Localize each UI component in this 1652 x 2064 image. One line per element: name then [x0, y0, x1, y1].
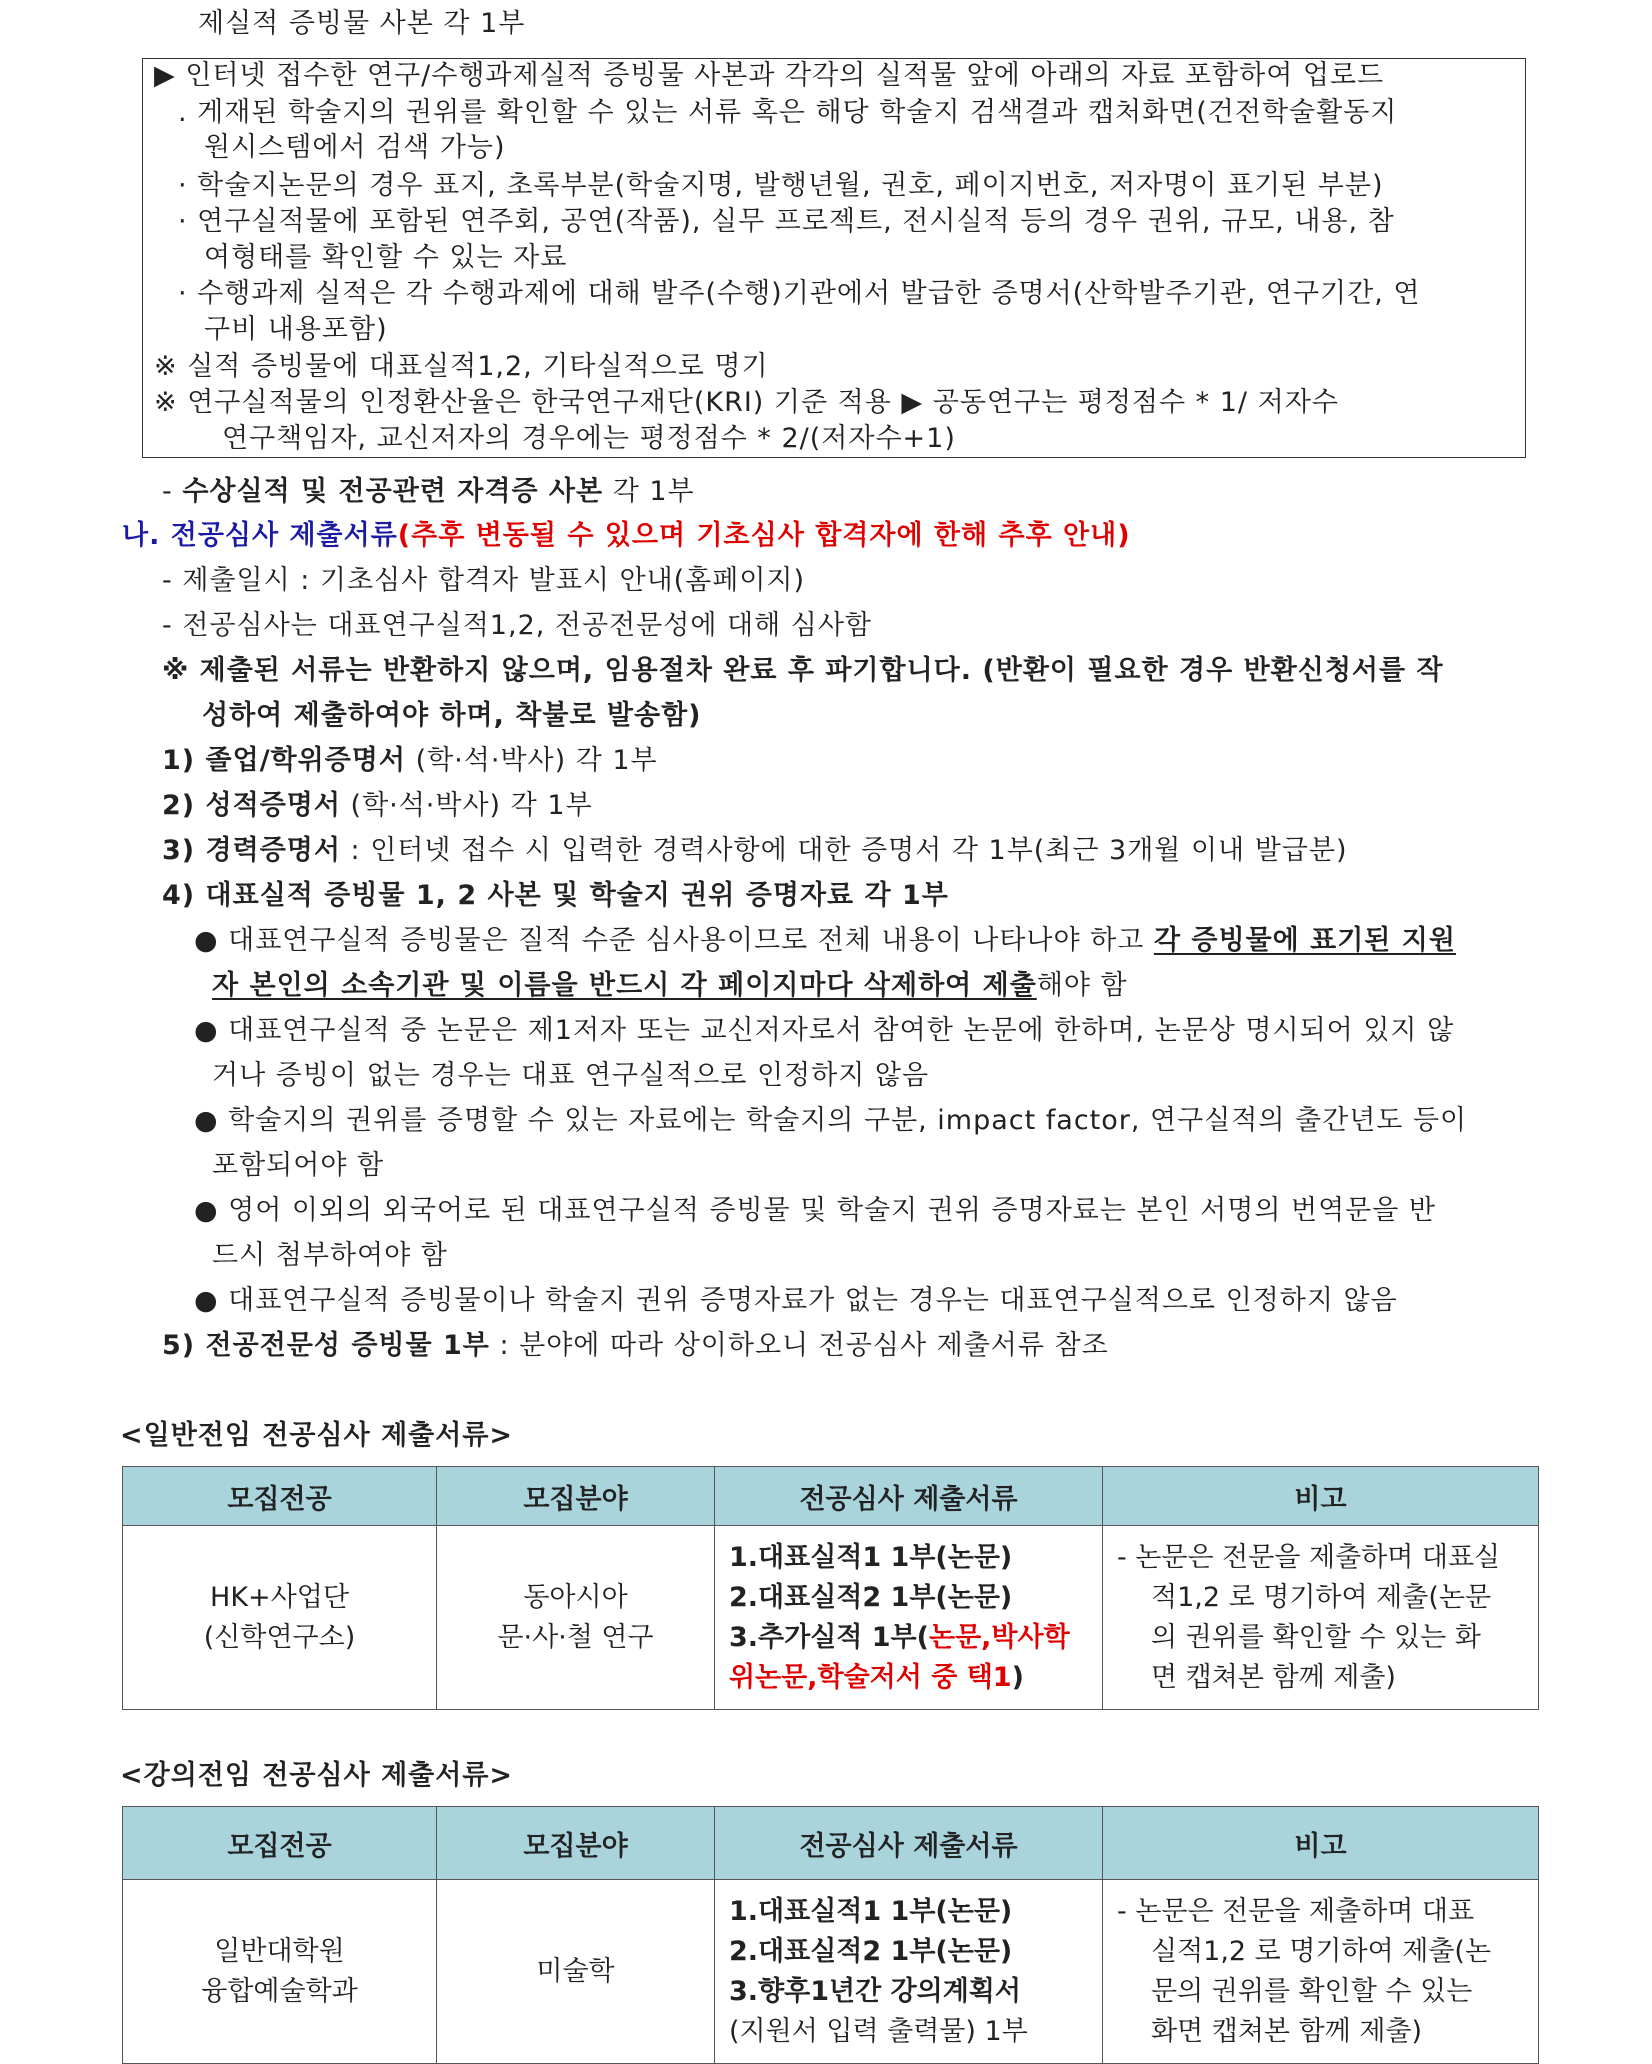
table-2-header-row — [123, 1807, 1539, 1880]
table-1-note-cell: - 논문은 전문을 제출하며 대표실 적1,2 로 명기하여 제출(논문 의 권위를 확인할 수 있는 화 면 캡쳐본 함께 제출) — [1103, 1526, 1539, 1710]
bullet-4-line-2: 드시 첨부하여야 함 — [212, 1240, 448, 1271]
warning-line-1: ※ 제출된 서류는 반환하지 않으며, 임용절차 완료 후 파기합니다. (반환이 필요한 경우 반환신청서를 작 — [162, 655, 1444, 686]
box-line-6: 여형태를 확인할 수 있는 자료 — [204, 242, 568, 273]
bullet-4-line-1: ● 영어 이외의 외국어로 된 대표연구실적 증빙물 및 학술지 권위 증명자료는 본인 서명의 번역문을 반 — [194, 1195, 1436, 1226]
table-1-caption: <일반전임 전공심사 제출서류> — [120, 1420, 514, 1451]
box-line-8: 구비 내용포함) — [204, 314, 388, 345]
box-line-3: 원시스템에서 검색 가능) — [204, 132, 506, 163]
table-2-caption: <강의전임 전공심사 제출서류> — [120, 1760, 514, 1791]
table-2-header-note: 비고 — [1103, 1807, 1539, 1880]
table-1-major-cell: HK+사업단 (신학연구소) — [123, 1526, 437, 1710]
box-line-2: . 게재된 학술지의 권위를 확인할 수 있는 서류 혹은 해당 학술지 검색결과 캡처화면(건전학술활동지 — [178, 97, 1398, 128]
bullet-2-line-2: 거나 증빙이 없는 경우는 대표 연구실적으로 인정하지 않음 — [212, 1060, 930, 1091]
bullet-1-line-1: ● 대표연구실적 증빙물은 질적 수준 심사용이므로 전체 내용이 나타나야 하고 각 증빙물에 표기된 지원 — [194, 925, 1456, 956]
box-line-7: · 수행과제 실적은 각 수행과제에 대해 발주(수행)기관에서 발급한 증명서(산학발주기관, 연구기간, 연 — [178, 278, 1421, 309]
table-row — [123, 1526, 1539, 1710]
table-1-docs-cell: 1.대표실적1 1부(논문) 2.대표실적2 1부(논문) 3.추가실적 1부(논문,박사학 위논문,학술저서 중 택1) — [715, 1526, 1103, 1710]
table-2-docs-cell: 1.대표실적1 1부(논문) 2.대표실적2 1부(논문) 3.향후1년간 강의계획서 (지원서 입력 출력물) 1부 — [715, 1880, 1103, 2064]
table-2-note-cell: - 논문은 전문을 제출하며 대표 실적1,2 로 명기하여 제출(논 문의 권위를 확인할 수 있는 화면 캡쳐본 함께 제출) — [1103, 1880, 1539, 2064]
table-2-field-cell: 미술학 — [437, 1880, 715, 2064]
warning-line-2: 성하여 제출하여야 하며, 착불로 발송함) — [202, 700, 702, 731]
item-1: 1) 졸업/학위증명서 (학·석·박사) 각 1부 — [162, 745, 658, 776]
table-2 — [122, 1806, 1539, 2064]
table-2-major-cell: 일반대학원 융합예술학과 — [123, 1880, 437, 2064]
table-1-header-note: 비고 — [1103, 1467, 1539, 1526]
table-1-header-field: 모집분야 — [437, 1467, 715, 1526]
section-na-heading: 나. 전공심사 제출서류(추후 변동될 수 있으며 기초심사 합격자에 한해 추후 안내) — [122, 520, 1131, 551]
item-3: 3) 경력증명서 : 인터넷 접수 시 입력한 경력사항에 대한 증명서 각 1부(최근 3개월 이내 발급분) — [162, 835, 1348, 866]
bullet-5: ● 대표연구실적 증빙물이나 학술지 권위 증명자료가 없는 경우는 대표연구실적으로 인정하지 않음 — [194, 1285, 1398, 1316]
bullet-1-line-2: 자 본인의 소속기관 및 이름을 반드시 각 페이지마다 삭제하여 제출해야 함 — [212, 970, 1128, 1001]
submit-date-line: - 제출일시 : 기초심사 합격자 발표시 안내(홈페이지) — [162, 565, 806, 596]
box-line-9: ※ 실적 증빙물에 대표실적1,2, 기타실적으로 명기 — [154, 351, 769, 382]
table-row — [123, 1880, 1539, 2064]
table-1-field-cell: 동아시아 문·사·철 연구 — [437, 1526, 715, 1710]
table-2-header-docs: 전공심사 제출서류 — [715, 1807, 1103, 1880]
bullet-2-line-1: ● 대표연구실적 중 논문은 제1저자 또는 교신저자로서 참여한 논문에 한하며, 논문상 명시되어 있지 않 — [194, 1015, 1455, 1046]
award-line: - 수상실적 및 전공관련 자격증 사본 각 1부 — [162, 476, 695, 507]
table-1 — [122, 1466, 1539, 1710]
table-1-header-docs: 전공심사 제출서류 — [715, 1467, 1103, 1526]
box-line-4: · 학술지논문의 경우 표지, 초록부분(학술지명, 발행년월, 권호, 페이지번호, 저자명이 표기된 부분) — [178, 170, 1384, 201]
table-1-header-major: 모집전공 — [123, 1467, 437, 1526]
item-5: 5) 전공전문성 증빙물 1부 : 분야에 따라 상이하오니 전공심사 제출서류 참조 — [162, 1330, 1109, 1361]
box-line-5: · 연구실적물에 포함된 연주회, 공연(작품), 실무 프로젝트, 전시실적 등의 경우 권위, 규모, 내용, 참 — [178, 206, 1395, 237]
table-2-header-field: 모집분야 — [437, 1807, 715, 1880]
box-line-11: 연구책임자, 교신저자의 경우에는 평정점수 * 2/(저자수+1) — [222, 423, 956, 454]
bullet-3-line-1: ● 학술지의 권위를 증명할 수 있는 자료에는 학술지의 구분, impact factor, 연구실적의 출간년도 등이 — [194, 1105, 1468, 1136]
bullet-3-line-2: 포함되어야 함 — [212, 1150, 385, 1181]
box-line-1: ▶ 인터넷 접수한 연구/수행과제실적 증빙물 사본과 각각의 실적물 앞에 아래의 자료 포함하여 업로드 — [154, 60, 1385, 91]
top-line: 제실적 증빙물 사본 각 1부 — [198, 8, 526, 39]
review-scope-line: - 전공심사는 대표연구실적1,2, 전공전문성에 대해 심사함 — [162, 610, 872, 641]
item-2: 2) 성적증명서 (학·석·박사) 각 1부 — [162, 790, 593, 821]
box-line-10: ※ 연구실적물의 인정환산율은 한국연구재단(KRI) 기준 적용 ▶ 공동연구는 평정점수 * 1/ 저자수 — [154, 387, 1339, 418]
item-4: 4) 대표실적 증빙물 1, 2 사본 및 학술지 권위 증명자료 각 1부 — [162, 880, 949, 911]
table-2-header-major: 모집전공 — [123, 1807, 437, 1880]
table-1-header-row — [123, 1467, 1539, 1526]
